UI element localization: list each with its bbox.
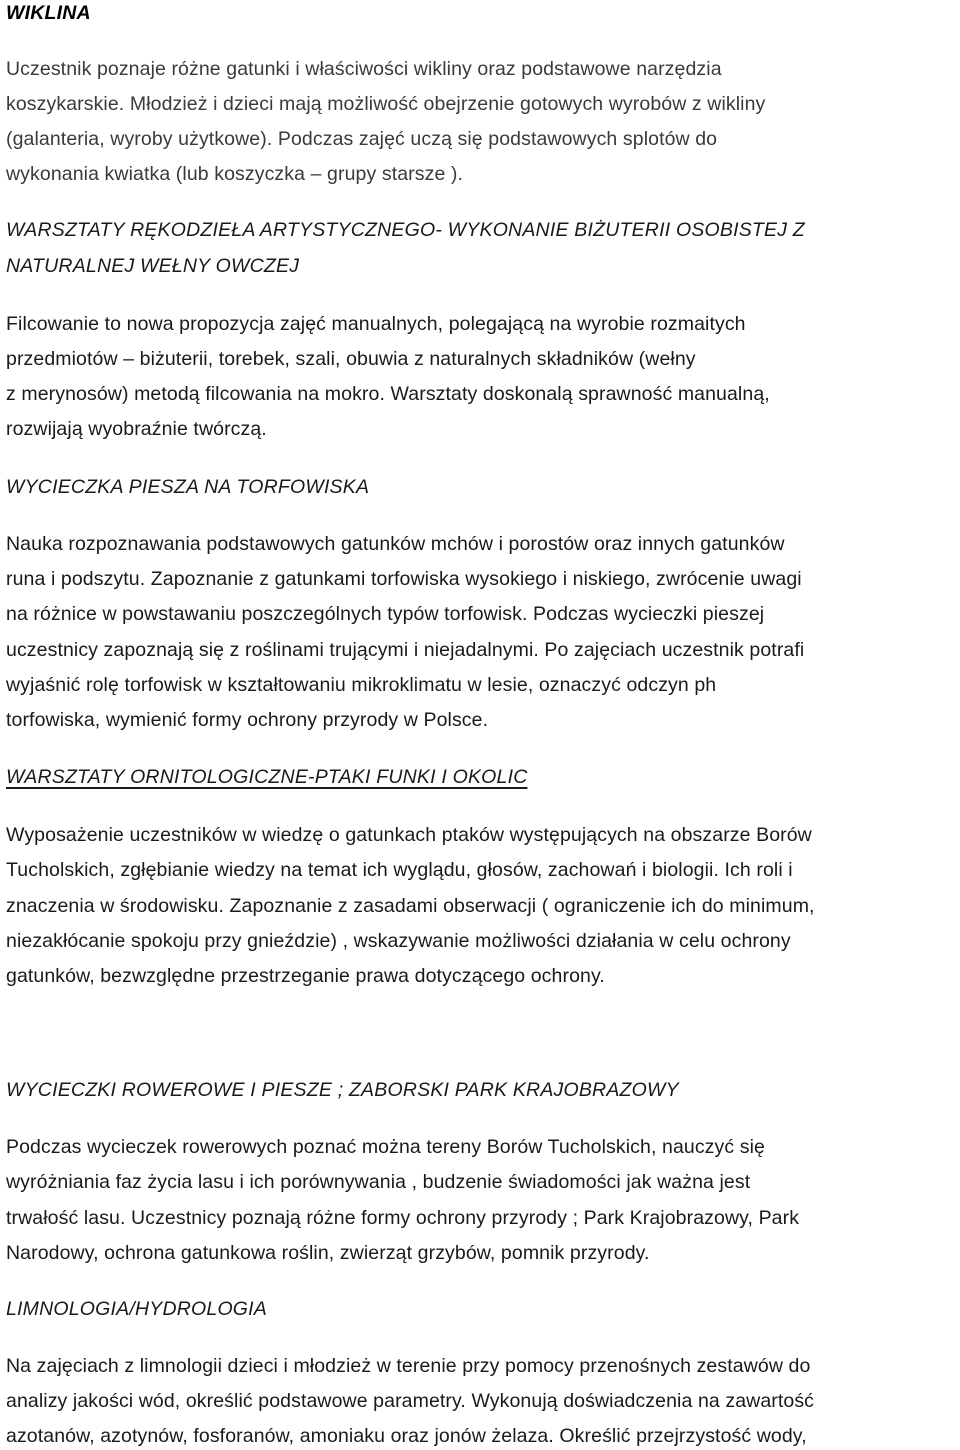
section-heading-ornitologia: WARSZTATY ORNITOLOGICZNE-PTAKI FUNKI I OKOLIC (6, 766, 528, 788)
paragraph-line: Narodowy, ochrona gatunkowa roślin, zwierząt grzybów, pomnik przyrody. (6, 1242, 650, 1264)
paragraph-line: Filcowanie to nowa propozycja zajęć manualnych, polegającą na wyrobie rozmaitych (6, 313, 746, 335)
paragraph-line: Na zajęciach z limnologii dzieci i młodzież w terenie przy pomocy przenośnych zestawów do (6, 1355, 811, 1377)
paragraph-line: Nauka rozpoznawania podstawowych gatunków mchów i porostów oraz innych gatunków (6, 533, 785, 555)
section-heading-torfowiska: WYCIECZKA PIESZA NA TORFOWISKA (6, 476, 370, 498)
section-heading-wiklina: WIKLINA (6, 2, 91, 24)
paragraph-line: koszykarskie. Młodzież i dzieci mają możliwość obejrzenie gotowych wyrobów z wikliny (6, 93, 766, 115)
paragraph-line: gatunków, bezwzględne przestrzeganie prawa dotyczącego ochrony. (6, 965, 605, 987)
paragraph-line: azotanów, azotynów, fosforanów, amoniaku oraz jonów żelaza. Określić przejrzystość wody, (6, 1425, 807, 1447)
section-heading-rekodzielo-cont: NATURALNEJ WEŁNY OWCZEJ (6, 255, 300, 277)
paragraph-line: niezakłócanie spokoju przy gnieździe) , wskazywanie możliwości działania w celu ochrony (6, 930, 791, 952)
paragraph-line: Uczestnik poznaje różne gatunki i właściwości wikliny oraz podstawowe narzędzia (6, 58, 722, 80)
paragraph-line: Wyposażenie uczestników w wiedzę o gatunkach ptaków występujących na obszarze Borów (6, 824, 812, 846)
paragraph-line: torfowiska, wymienić formy ochrony przyrody w Polsce. (6, 709, 489, 731)
paragraph-line: z merynosów) metodą filcowania na mokro. Warsztaty doskonalą sprawność manualną, (6, 383, 770, 405)
paragraph-line: rozwijają wyobraźnie twórczą. (6, 418, 267, 440)
paragraph-line: wyróżniania faz życia lasu i ich porównywania , budzenie świadomości jak ważna jest (6, 1171, 751, 1193)
section-heading-limnologia: LIMNOLOGIA/HYDROLOGIA (6, 1298, 268, 1320)
paragraph-line: analizy jakości wód, określić podstawowe parametry. Wykonują doświadczenia na zawartość (6, 1390, 815, 1412)
paragraph-line: wykonania kwiatka (lub koszyczka – grupy starsze ). (6, 163, 464, 185)
paragraph-line: uczestnicy zapoznają się z roślinami trującymi i niejadalnymi. Po zajęciach uczestnik potrafi (6, 639, 805, 661)
paragraph-line: Podczas wycieczek rowerowych poznać można tereny Borów Tucholskich, nauczyć się (6, 1136, 765, 1158)
paragraph-line: Tucholskich, zgłębianie wiedzy na temat ich wyglądu, głosów, zachowań i biologii. Ich roli i (6, 859, 793, 881)
paragraph-line: przedmiotów – biżuterii, torebek, szali, obuwia z naturalnych składników (wełny (6, 348, 696, 370)
paragraph-line: na różnice w powstawaniu poszczególnych typów torfowisk. Podczas wycieczki pieszej (6, 603, 765, 625)
paragraph-line: runa i podszytu. Zapoznanie z gatunkami torfowiska wysokiego i niskiego, zwrócenie uwagi (6, 568, 802, 590)
paragraph-line: (galanteria, wyroby użytkowe). Podczas zajęć uczą się podstawowych splotów do (6, 128, 718, 150)
paragraph-line: trwałość lasu. Uczestnicy poznają różne formy ochrony przyrody ; Park Krajobrazowy, Park (6, 1207, 800, 1229)
paragraph-line: znaczenia w środowisku. Zapoznanie z zasadami obserwacji ( ograniczenie ich do minimum, (6, 895, 815, 917)
section-heading-rekodzielo: WARSZTATY RĘKODZIEŁA ARTYSTYCZNEGO- WYKONANIE BIŻUTERII OSOBISTEJ Z (6, 219, 805, 241)
section-heading-rowerowe: WYCIECZKI ROWEROWE I PIESZE ; ZABORSKI PARK KRAJOBRAZOWY (6, 1079, 679, 1101)
paragraph-line: wyjaśnić rolę torfowisk w kształtowaniu mikroklimatu w lesie, oznaczyć odczyn ph (6, 674, 717, 696)
